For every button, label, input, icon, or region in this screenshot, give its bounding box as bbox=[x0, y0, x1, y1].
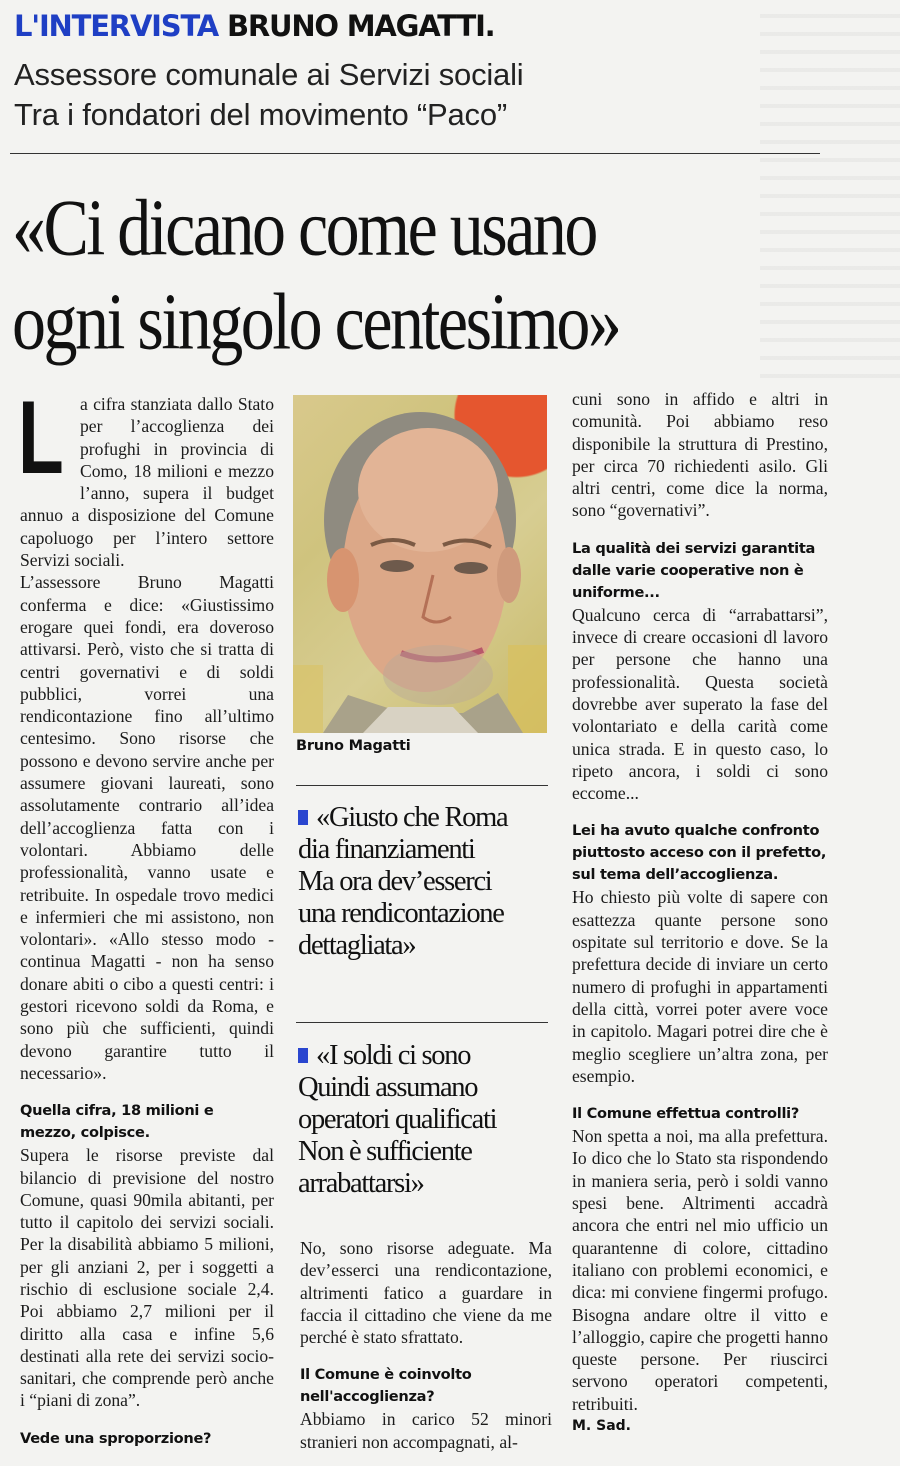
continuation-paragraph: cuni sono in affido e altri in comunità. Poi abbiamo reso disponibile la struttura di Prestino, per circa 70 richiedenti asilo. Gli altri centri, come dice la norma, sono “governativi”. bbox=[572, 389, 828, 521]
interview-question: Il Comune effettua controlli? bbox=[572, 1105, 800, 1123]
article-column-3 bbox=[572, 388, 828, 1437]
author-signature: M. Sad. bbox=[572, 1417, 631, 1434]
interview-answer: Abbiamo in carico 52 minori stranieri non accompagnati, al- bbox=[300, 1409, 552, 1452]
lead-paragraph: a cifra stanziata dallo Stato per l’accoglienza dei profughi in provincia di Como, 18 milioni e mezzo l’anno, supera il budget annuo a disposizione del Comune capoluogo per l’intero settore Servizi sociali. bbox=[20, 394, 274, 571]
interview-question: Il Comune è coinvolto nell'accoglienza? bbox=[300, 1366, 472, 1406]
interview-answer: Qualcuno cerca di “arrabattarsi”, invece di creare occasioni dl lavoro per persone che hanno una professionalità. Questa società dovrebbe aver superato la fase del volontariato e della carità come unica strada. E in questo caso, lo ripeto ancora, i soldi ci sono eccome... bbox=[572, 604, 828, 804]
headline-line-2: ogni singolo centesimo» bbox=[12, 276, 620, 367]
headline-line-1: «Ci dicano come usano bbox=[12, 182, 596, 273]
dropcap: L bbox=[18, 380, 64, 496]
interview-answer: No, sono risorse adeguate. Ma dev’esserci una rendicontazione, altrimenti fatico a guardare in faccia il cittadino che viene da me perché è stato sfrattato. bbox=[300, 1238, 552, 1348]
subtitle-founder: Tra i fondatori del movimento “Paco” bbox=[14, 97, 508, 132]
bleed-through-texture bbox=[760, 0, 900, 380]
pull-quote-2: «I soldi ci sono Quindi assumano operatori qualificati Non è sufficiente arrabattarsi» bbox=[298, 1040, 497, 1199]
interview-question: Quella cifra, 18 milioni e mezzo, colpisce. bbox=[20, 1102, 214, 1142]
interview-question: Vede una sproporzione? bbox=[20, 1429, 212, 1447]
pull-quote-1: «Giusto che Roma dia finanziamenti Ma ora dev’esserci una rendicontazione dettagliata» bbox=[298, 802, 508, 961]
interview-question: Lei ha avuto qualche confronto piuttosto acceso con il prefetto, sul tema dell’accoglienza. bbox=[572, 822, 827, 884]
kicker bbox=[14, 8, 495, 44]
interview-answer: Non spetta a noi, ma alla prefettura. Io dico che lo Stato sta rispondendo in maniera seria, però i soldi vanno spesi bene. Altrimenti accadrà ancora che entri nel mio ufficio un quarantenne di colore, cittadino italiano con problemi economici, e dica: mi conviene fingermi profugo. Bisogna andare oltre il vitto e l’alloggio, capire che progetti hanno queste persone. Per riuscirci servono operatori competenti, retribuiti. bbox=[572, 1126, 828, 1414]
pull-quote-divider bbox=[296, 1022, 548, 1023]
interview-answer: Supera le risorse previste dal bilancio di previsione del nostro Comune, quasi 90mila abitanti, per tutto il capitolo dei servizi sociali. Per la disabilità abbiamo 5 milioni, per gli anziani 2, per i soggetti a rischio di esclusione sociale 2,4. Poi abbiamo 2,7 milioni per il diritto alla casa e infine 5,6 destinati alla rete dei servizi socio-sanitari, che comprende però anche i “piani di zona”. bbox=[20, 1145, 274, 1411]
article-column-1 bbox=[18, 380, 274, 1450]
square-bullet-icon bbox=[298, 810, 308, 825]
portrait-illustration bbox=[293, 395, 547, 733]
headline bbox=[12, 180, 619, 369]
interview-question: La qualità dei servizi garantita dalle varie cooperative non è uniforme... bbox=[572, 539, 816, 601]
subtitle-role: Assessore comunale ai Servizi sociali bbox=[14, 57, 524, 92]
photo-caption: Bruno Magatti bbox=[296, 738, 411, 754]
pull-quote-divider bbox=[296, 785, 548, 786]
kicker-name: BRUNO MAGATTI. bbox=[226, 9, 495, 43]
article-column-2 bbox=[300, 1237, 552, 1453]
portrait-photo bbox=[293, 395, 547, 733]
interview-answer: Ho chiesto più volte di sapere con esattezza quante persone sono ospitate sul territorio e dove. Se la prefettura decide di inviare un certo numero di profughi in appartamenti della città, vorrei poter avere voce in capitolo. Magari potrei dire che è meglio scegliere un’altra zona, per esempio. bbox=[572, 887, 828, 1086]
header-divider bbox=[10, 153, 820, 154]
square-bullet-icon bbox=[298, 1048, 308, 1063]
kicker-label: L'INTERVISTA bbox=[14, 9, 219, 43]
body-paragraph: L’assessore Bruno Magatti conferma e dice: «Giustissimo erogare quei fondi, era doveroso attivarsi. Però, visto che si tratta di centri governativi e di soldi pubblici, vorrei una rendicontazione fino all’ultimo centesimo. Sono risorse che possono e devono servire anche per assumere giovani laureati, sono assolutamente contrario all’idea dell’accoglienza fatta con i volontari. Abbiamo delle professionalità, vanno usate e retribuite. In ospedale trovo medici e infermieri che mi assistono, non volontari». «Allo stesso modo - continua Magatti - non ha senso donare abiti o cibo a questi centri: i gestori ricevono soldi da Roma, e sono più che sufficienti, quindi devono garantire tutto il necessario». bbox=[20, 572, 274, 1083]
